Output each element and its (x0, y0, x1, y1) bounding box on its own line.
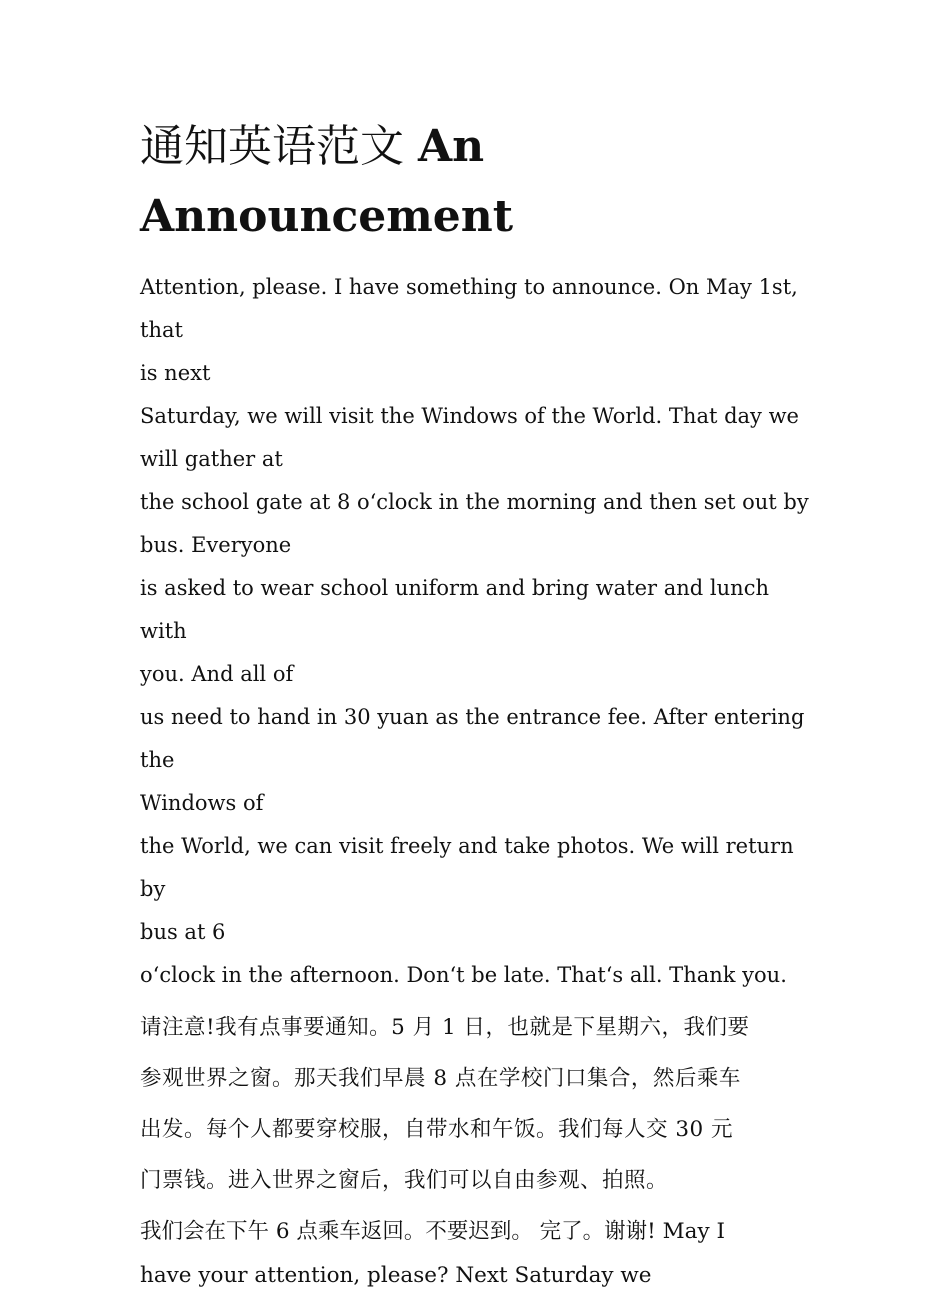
title-english: An Announcement (140, 121, 514, 242)
text-line: the school gate at 8 o‘clock in the morning and then set out by (140, 490, 809, 514)
document-page (140, 112, 812, 1298)
text-line: is asked to wear school uniform and bring water and lunch with (140, 576, 776, 643)
text-line: have your attention, please? Next Saturday we (140, 1263, 652, 1288)
text-line: o‘clock in the afternoon. Don‘t be late. That‘s all. Thank you. (140, 963, 787, 987)
chinese-paragraph (140, 1002, 812, 1206)
title-chinese: 通知英语范文 (140, 121, 404, 172)
text-line: Windows of (140, 791, 264, 815)
text-line: 出发。每个人都要穿校服，自带水和午饭。我们每人交 30 元 (140, 1117, 734, 1142)
text-line: bus. Everyone (140, 533, 292, 557)
text-line: Saturday, we will visit the Windows of the World. That day we (140, 404, 799, 428)
text-line: will gather at (140, 447, 283, 471)
text-line: Attention, please. I have something to announce. On May 1st, that (140, 275, 805, 342)
text-line: is next (140, 361, 211, 385)
text-line: 我们会在下午 6 点乘车返回。不要迟到。 完了。谢谢! May I (140, 1219, 725, 1244)
text-line: us need to hand in 30 yuan as the entrance fee. After entering the (140, 705, 812, 772)
text-line: 参观世界之窗。那天我们早晨 8 点在学校门口集合，然后乘车 (140, 1066, 741, 1091)
text-line: you. And all of (140, 662, 294, 686)
text-line: bus at 6 (140, 920, 226, 944)
text-line: the World, we can visit freely and take photos. We will return by (140, 834, 801, 901)
text-line: 门票钱。进入世界之窗后，我们可以自由参观、拍照。 (140, 1168, 669, 1193)
english-paragraph (140, 266, 812, 997)
mixed-paragraph (140, 1210, 812, 1298)
text-line: 请注意!我有点事要通知。5 月 1 日，也就是下星期六，我们要 (140, 1015, 750, 1040)
document-title (140, 112, 812, 252)
